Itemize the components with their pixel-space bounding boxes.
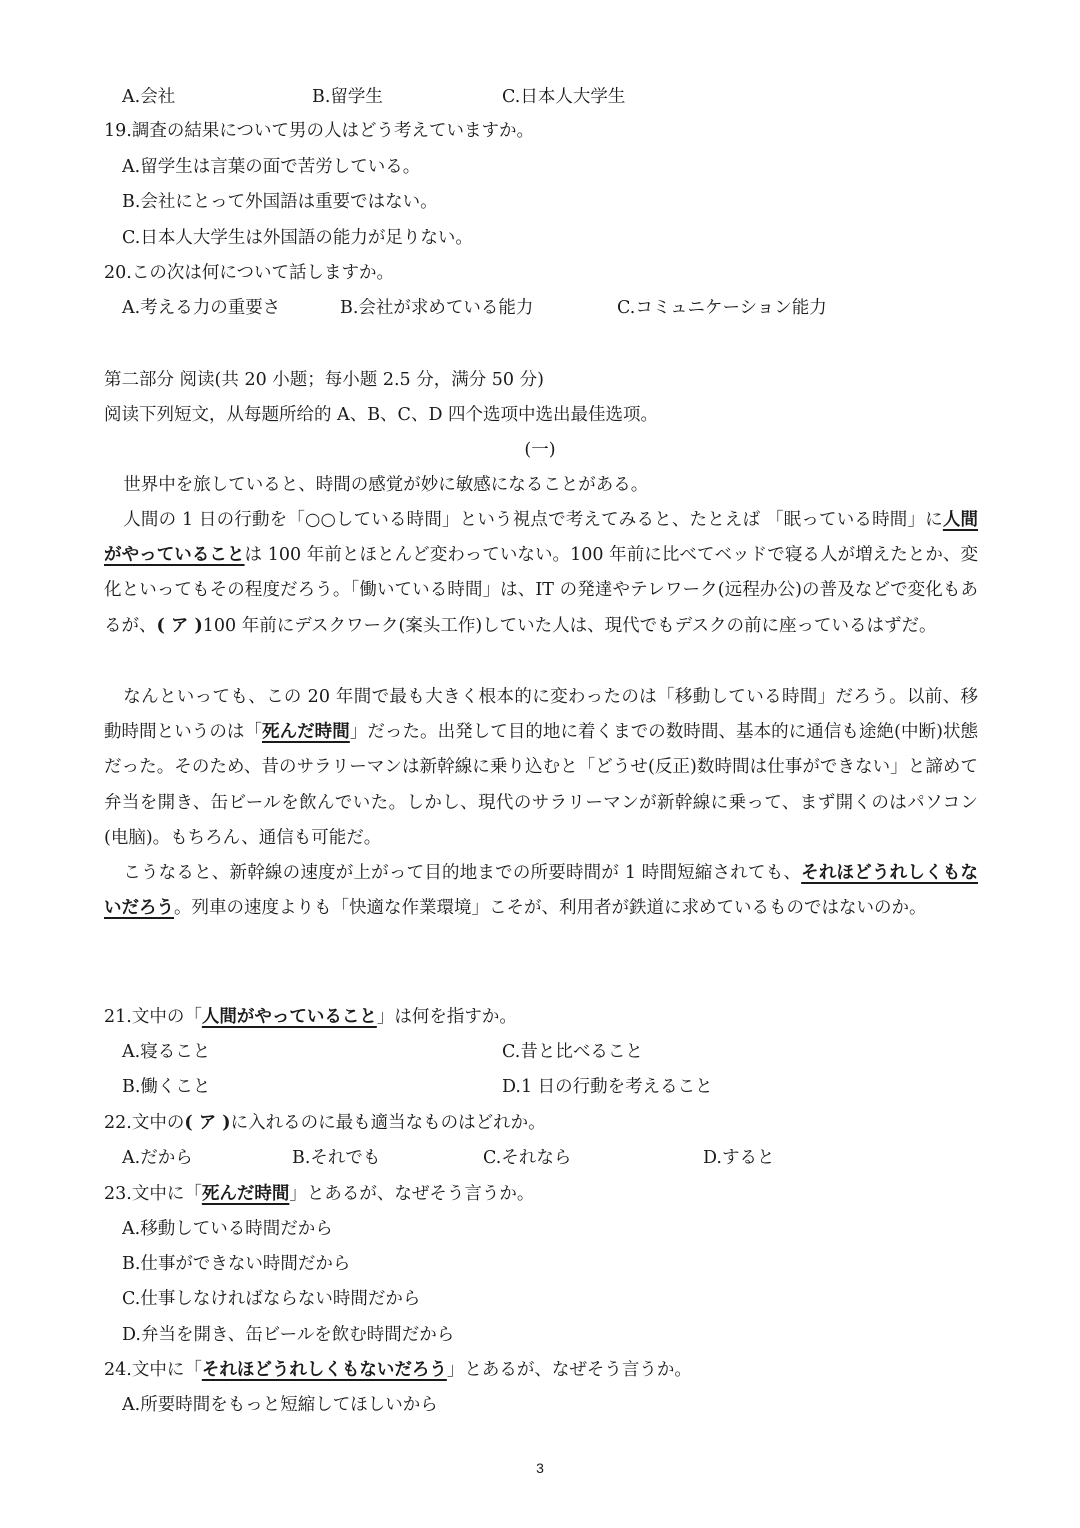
q24-question	[104, 1359, 692, 1381]
q24-text-b: 」とあるが、なぜそう言うか。	[446, 1360, 692, 1380]
q21-option-d: D.1 日の行動を考えること	[502, 1077, 713, 1097]
q23-text-a: 23.文中に「	[104, 1184, 202, 1204]
passage-p2-text-c: 100 年前にデスクワーク(案头工作)していた人は、現代でもデスクの前に座っているはずだ。	[202, 615, 937, 636]
q23-option-d: D.弁当を開き、缶ビールを飲む時間だから	[122, 1325, 455, 1345]
q21-question	[104, 1006, 517, 1028]
passage-p3-text-a: なんといっても、この 20 年間で最も大きく根本的に変わったのは「移動している時間」だろう。以前、移動時間というのは「	[104, 687, 978, 743]
passage-p4-text-a: こうなると、新幹線の速度が上がって目的地までの所要時間が 1 時間短縮されても、	[123, 863, 802, 883]
q21-underlined: 人間がやっていること	[201, 1007, 377, 1027]
q22-option-c: C.それなら	[483, 1148, 572, 1168]
q21-option-b: B.働くこと	[122, 1077, 211, 1097]
underlined-phrase-shinda: 死んだ時間	[262, 722, 350, 743]
q19-option-c: C.日本人大学生は外国語の能力が足りない。	[122, 228, 473, 248]
passage-paragraph-1	[104, 468, 978, 503]
q23-text-b: 」とあるが、なぜそう言うか。	[289, 1184, 535, 1204]
passage-label: (一)	[524, 440, 556, 460]
q22-blank: ( ア )	[184, 1113, 231, 1133]
q23-option-a: A.移動している時間だから	[122, 1219, 333, 1239]
passage-paragraph-3	[104, 680, 978, 856]
q23-underlined: 死んだ時間	[201, 1184, 290, 1204]
q23-question	[104, 1183, 534, 1205]
prev-option-c: C.日本人大学生	[502, 87, 626, 107]
q22-option-a: A.だから	[122, 1148, 193, 1168]
q23-option-b: B.仕事ができない時間だから	[122, 1254, 351, 1274]
underlined-phrase-ureshiku: それほどうれしくもないだろう	[104, 863, 978, 919]
q19-option-a: A.留学生は言葉の面で苦労している。	[122, 157, 421, 177]
q20-option-c: C.コミュニケーション能力	[617, 298, 827, 318]
q21-text-b: 」は何を指すか。	[376, 1007, 517, 1027]
passage-p3-text-b: 」だった。出発して目的地に着くまでの数時間、基本的に通信も途絶(中断)状態だった。そのため、昔のサラリーマンは新幹線に乗り込むと「どうせ(反正)数時間は仕事ができない」と諦めて弁当を開き、缶ビールを飲んでいた。しかし、現代のサラリーマンが新幹線に乗って、まず開くのはパソコン(电脑)。もちろん、通信も可能だ。	[104, 722, 979, 848]
prev-option-a: A.会社	[122, 87, 176, 107]
q22-option-b: B.それでも	[292, 1148, 381, 1168]
prev-option-b: B.留学生	[312, 87, 383, 107]
q21-text-a: 21.文中の「	[104, 1007, 202, 1027]
q20-option-b: B.会社が求めている能力	[340, 298, 534, 318]
q22-question	[104, 1112, 546, 1134]
passage-p1-text: 世界中を旅していると、時間の感覚が妙に敏感になることがある。	[123, 475, 649, 495]
passage-p4-text-b: 。列車の速度よりも「快適な作業環境」こそが、利用者が鉄道に求めているものではないのか。	[174, 898, 927, 919]
q20-option-a: A.考える力の重要さ	[122, 298, 281, 318]
underlined-phrase-ningen: 人間がやっていること	[104, 510, 979, 566]
q22-text-a: 22.文中の	[104, 1113, 185, 1133]
passage-p2-text-a: 人間の 1 日の行動を「○○している時間」という視点で考えてみると、たとえば 「眠っている時間」に	[123, 510, 943, 530]
q24-option-a: A.所要時間をもっと短縮してほしいから	[122, 1395, 438, 1415]
passage-paragraph-4	[104, 856, 978, 926]
q22-text-b: に入れるのに最も適当なものはどれか。	[230, 1113, 546, 1133]
q24-underlined: それほどうれしくもないだろう	[201, 1360, 447, 1380]
q19-question: 19.調査の結果について男の人はどう考えていますか。	[104, 121, 534, 141]
section-instruction: 阅读下列短文，从每题所给的 A、B、C、D 四个选项中选出最佳选项。	[104, 405, 659, 425]
q20-question: 20.この次は何について話しますか。	[104, 263, 394, 283]
passage-paragraph-2	[104, 503, 978, 644]
q21-option-c: C.昔と比べること	[502, 1042, 643, 1062]
q24-text-a: 24.文中に「	[104, 1360, 202, 1380]
q21-option-a: A.寝ること	[122, 1042, 211, 1062]
page-number: 3	[536, 1460, 544, 1476]
section-title: 第二部分 阅读(共 20 小题；每小题 2.5 分，满分 50 分)	[104, 370, 544, 390]
q22-option-d: D.すると	[703, 1148, 775, 1168]
passage-p2-text-b: は 100 年前とほとんど変わっていない。100 年前に比べてベッドで寝る人が増えたとか、変化といってもその程度だろう。「働いている時間」は、IT の発達やテレワーク(远程办公)の普及などで変化もあるが、	[104, 545, 978, 636]
q23-option-c: C.仕事しなければならない時間だから	[122, 1289, 421, 1309]
blank-a: ( ア )	[156, 615, 203, 636]
q19-option-b: B.会社にとって外国語は重要ではない。	[122, 192, 438, 212]
